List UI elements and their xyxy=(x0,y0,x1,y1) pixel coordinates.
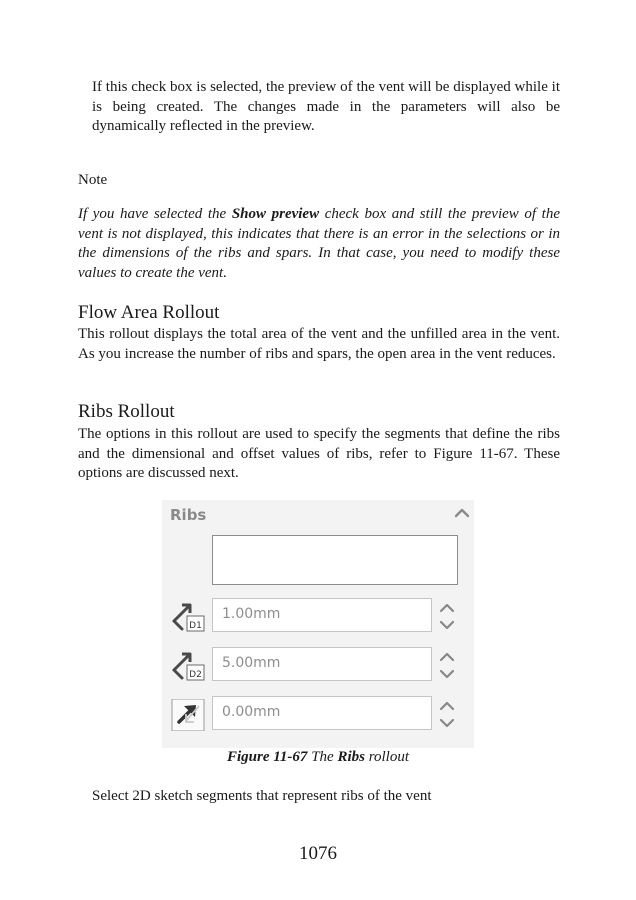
rib-offset-row xyxy=(162,696,474,734)
rib-width-d2-icon xyxy=(170,650,206,682)
spin-arrows-icon[interactable] xyxy=(436,598,458,634)
rib-offset-input[interactable]: 0.00mm xyxy=(212,696,432,730)
rib-depth-d1-icon xyxy=(170,601,206,633)
chevron-up-icon[interactable] xyxy=(454,505,470,519)
page-number: 1076 xyxy=(299,843,337,864)
figure-number: Figure 11-67 xyxy=(227,749,308,765)
rib-offset-direction-icon[interactable] xyxy=(170,699,206,731)
intro-paragraph: If this check box is selected, the preview of the vent will be displayed while it is being created. The changes made in the parameters will also be dynamically reflected in the preview. xyxy=(92,79,560,134)
note-body xyxy=(78,205,560,283)
ribs-panel-title: Ribs xyxy=(170,506,207,524)
caption-pre: The xyxy=(307,749,338,765)
ribs-rollout-paragraph: The options in this rollout are used to specify the segments that define the ribs and the dimensional and offset values of ribs, refer to Figure 11-67. These options are discussed next. xyxy=(78,426,560,481)
note-label: Note xyxy=(78,172,108,188)
rib-width-input[interactable]: 5.00mm xyxy=(212,647,432,681)
note-text-before: If you have selected the xyxy=(78,206,232,222)
figure-caption xyxy=(0,749,636,766)
d1-icon-label: D1 xyxy=(189,621,202,631)
note-text-after: check box and still the preview of the vent is not displayed, this indicates that there is an error in the selections or in the dimensions of the ribs and spars. In that case, you need to modify these values to create the vent. xyxy=(78,206,560,281)
d2-icon-label: D2 xyxy=(189,670,202,680)
rib-segments-selection-box[interactable] xyxy=(212,535,458,585)
ribs-rollout-figure xyxy=(162,500,474,748)
spin-arrows-icon[interactable] xyxy=(436,647,458,683)
rib-depth-row xyxy=(162,598,474,636)
rib-depth-input[interactable]: 1.00mm xyxy=(212,598,432,632)
flow-area-paragraph: This rollout displays the total area of the vent and the unfilled area in the vent. As you increase the number of ribs and spars, the open area in the vent reduces. xyxy=(78,326,560,362)
ribs-rollout-heading: Ribs Rollout xyxy=(78,401,175,422)
note-bold-term: Show preview xyxy=(231,206,320,222)
select-segments-paragraph: Select 2D sketch segments that represent ribs of the vent xyxy=(92,788,432,804)
flow-area-heading: Flow Area Rollout xyxy=(78,302,220,323)
caption-bold: Ribs xyxy=(337,749,365,765)
caption-post: rollout xyxy=(364,749,409,765)
rib-width-row xyxy=(162,647,474,685)
spin-arrows-icon[interactable] xyxy=(436,696,458,732)
